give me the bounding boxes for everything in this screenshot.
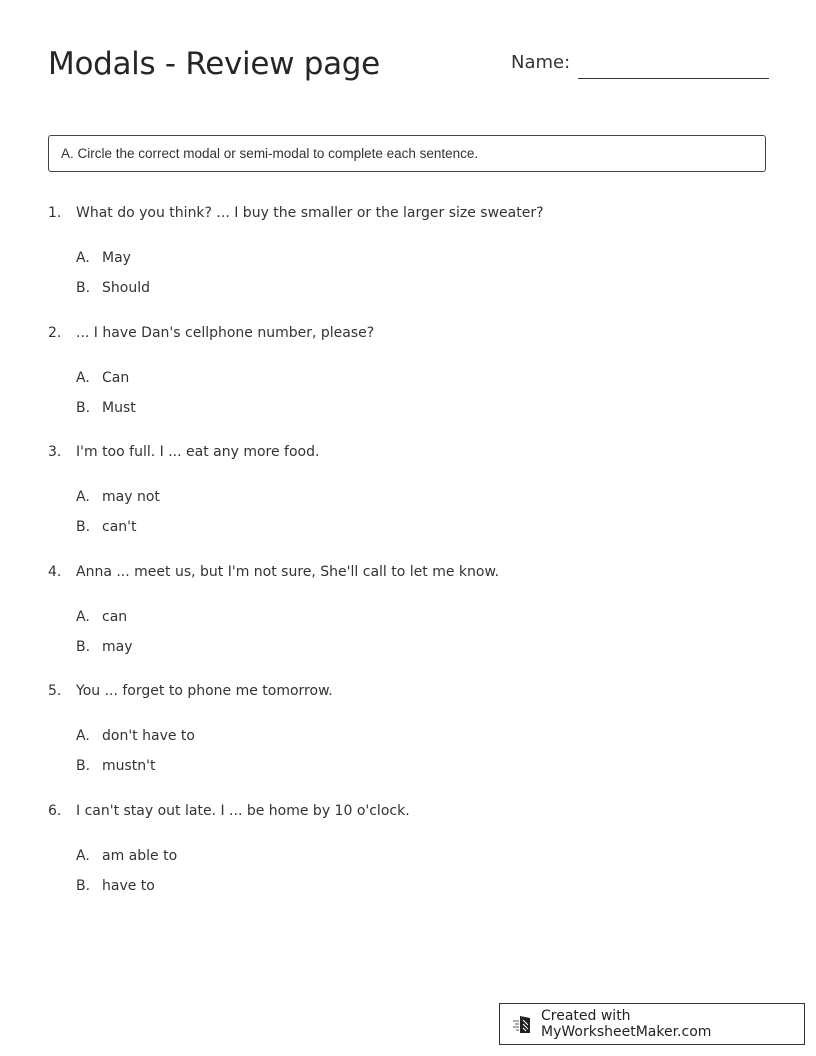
question-text: ... I have Dan's cellphone number, please?: [76, 324, 375, 341]
footer-credit[interactable]: [499, 1003, 805, 1045]
answer-option: [76, 841, 768, 871]
question-number: 3.: [48, 444, 62, 460]
option-letter: A.: [76, 608, 90, 625]
option-text: am able to: [102, 847, 178, 864]
option-text: Must: [102, 399, 136, 416]
question: [48, 801, 768, 921]
instructions-box: A. Circle the correct modal or semi-modal to complete each sentence.: [48, 135, 766, 172]
question-text: What do you think? ... I buy the smaller or the larger size sweater?: [76, 205, 544, 221]
option-letter: B.: [76, 877, 91, 894]
question: [48, 203, 768, 323]
option-letter: A.: [76, 728, 90, 744]
option-text: Should: [102, 280, 150, 296]
question-number: 1.: [48, 205, 62, 221]
question-text: Anna ... meet us, but I'm not sure, She'll call to let me know.: [76, 563, 500, 580]
option-letter: B.: [76, 519, 91, 535]
footer-text: Created with MyWorksheetMaker.com: [541, 1008, 712, 1040]
question-number: 4.: [48, 563, 62, 580]
option-text: May: [102, 250, 131, 266]
worksheet-logo-icon: [512, 1013, 534, 1035]
name-blank-line: [578, 78, 769, 79]
question: [48, 681, 768, 801]
option-letter: A.: [76, 489, 90, 505]
answer-option: [76, 751, 768, 781]
answer-option: [76, 482, 768, 512]
answer-option: [76, 273, 768, 303]
option-letter: B.: [76, 280, 91, 296]
option-text: can't: [102, 519, 137, 535]
answer-option: [76, 632, 768, 662]
question-text: You ... forget to phone me tomorrow.: [76, 683, 333, 699]
question: [48, 562, 768, 682]
question-text: I can't stay out late. I ... be home by 10 o'clock.: [76, 802, 410, 819]
answer-option: [76, 363, 768, 393]
option-text: may not: [102, 489, 160, 505]
option-text: don't have to: [102, 728, 195, 744]
answer-option: [76, 243, 768, 273]
option-letter: B.: [76, 399, 91, 416]
option-letter: A.: [76, 847, 90, 864]
option-letter: A.: [76, 369, 90, 386]
name-label: Name:: [511, 52, 571, 73]
option-text: may: [102, 638, 133, 655]
option-letter: A.: [76, 250, 90, 266]
answer-option: [76, 512, 768, 542]
question-number: 6.: [48, 802, 62, 819]
question-text: I'm too full. I ... eat any more food.: [76, 444, 320, 460]
answer-option: [76, 721, 768, 751]
page-title: Modals - Review page: [48, 46, 380, 82]
answer-option: [76, 393, 768, 423]
question: [48, 442, 768, 562]
option-text: can: [102, 608, 128, 625]
option-letter: B.: [76, 638, 91, 655]
question-number: 5.: [48, 683, 62, 699]
answer-option: [76, 871, 768, 901]
question: [48, 323, 768, 443]
name-field: [511, 52, 769, 73]
option-text: have to: [102, 877, 155, 894]
option-text: Can: [102, 369, 130, 386]
option-text: mustn't: [102, 758, 156, 774]
question-list: [48, 203, 768, 920]
answer-option: [76, 602, 768, 632]
question-number: 2.: [48, 324, 62, 341]
option-letter: B.: [76, 758, 91, 774]
